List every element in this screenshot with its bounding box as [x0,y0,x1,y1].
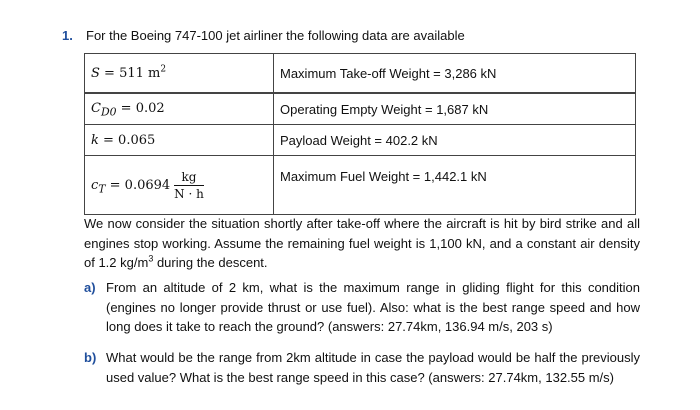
aircraft-data-table [84,53,636,215]
wing-area-exponent: 2 [160,64,167,75]
operating-empty-weight-cell: Operating Empty Weight = 1,687 kN [274,93,636,125]
wing-area-symbol: S [91,66,100,81]
zero-lift-drag-subscript: D0 [100,105,117,119]
induced-drag-symbol: k [91,133,99,148]
fuel-consumption-value: = 0.0694 [105,177,171,193]
payload-weight-cell: Payload Weight = 402.2 kN [274,125,636,156]
scenario-text: We now consider the situation shortly after take-off where the aircraft is hit by bird strike and all engines stop working. Assume the remaining fuel weight is 1,100 kN, and a constant air density of 1.2 kg/m [84,216,640,270]
zero-lift-drag-value: = 0.02 [116,100,165,116]
scenario-text-end: during the descent. [153,255,268,270]
question-number: 1. [62,28,73,43]
induced-drag-factor-cell [85,125,274,156]
part-a-label: a) [84,280,96,295]
part-a [84,278,640,337]
wing-area-cell [85,54,274,94]
part-b-label: b) [84,350,97,365]
unit-numerator: kg [174,170,204,186]
part-a-text: From an altitude of 2 km, what is the maximum range in gliding flight for this condition (engines no longer provide thrust or use fuel). Also: what is the best range speed and how long does it take to reach the ground? (answers: 27.74km, 136.94 m/s, 203 s) [106,280,640,334]
table-row [85,93,636,125]
table-row [85,125,636,156]
question-heading: For the Boeing 747-100 jet airliner the following data are available [86,28,465,43]
max-fuel-weight-cell: Maximum Fuel Weight = 1,442.1 kN [274,156,636,215]
table-row [85,54,636,94]
zero-lift-drag-cell [85,93,274,125]
density-exponent: 3 [148,253,154,264]
part-b-text: What would be the range from 2km altitude in case the payload would be half the previously used value? What is the best range speed in this case? (answers: 27.74km, 132.55 m/s) [106,350,640,385]
max-takeoff-weight-cell: Maximum Take-off Weight = 3,286 kN [274,54,636,94]
fuel-consumption-cell [85,156,274,215]
fuel-consumption-unit [174,170,204,201]
fuel-consumption-symbol: c [91,177,99,193]
part-b [84,348,640,387]
zero-lift-drag-symbol: C [91,100,101,116]
scenario-paragraph [84,214,640,273]
wing-area-value: = 511 m [99,66,161,81]
unit-denominator: N · h [174,186,204,201]
table-row [85,156,636,215]
induced-drag-value: = 0.065 [98,133,156,148]
fuel-consumption-subscript: T [98,182,106,196]
